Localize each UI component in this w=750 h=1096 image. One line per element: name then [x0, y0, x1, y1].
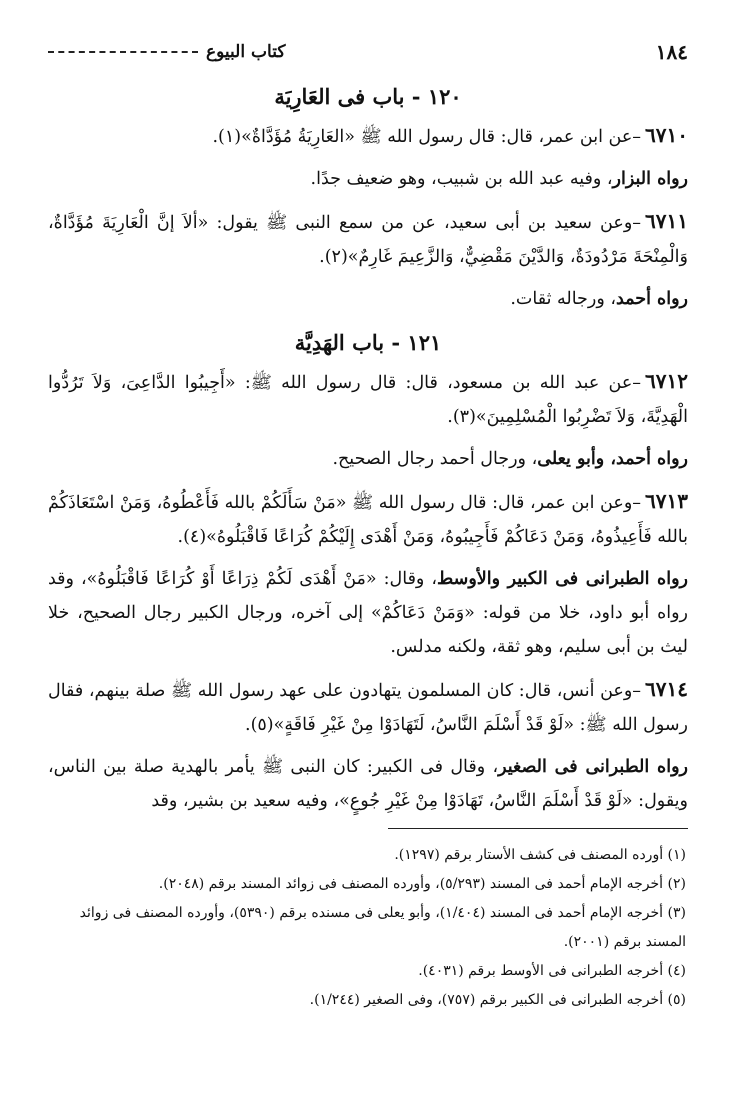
- hadith-source: [48, 750, 688, 818]
- page-number: ١٨٤: [655, 40, 688, 64]
- footnote: (٢) أخرجه الإمام أحمد فى المسند (٥/٢٩٣)، وأورده المصنف فى زوائد المسند برقم (٢٠٤٨).: [158, 876, 686, 892]
- header-dashed-rule: [48, 51, 198, 53]
- hadith-number: ٦٧١٣: [645, 489, 688, 513]
- footnote: (٣) أخرجه الإمام أحمد فى المسند (١/٤٠٤)، وأبو يعلى فى مسنده برقم (٥٣٩٠)، وأورده المصنف فى زوائد المسند برقم (٢٠٠١).: [79, 905, 686, 950]
- footnotes: [48, 841, 688, 1015]
- hadith-text: –وعن أنس، قال: كان المسلمون يتهادون على عهد رسول الله ﷺ صلة بينهم، فقال رسول الله ﷺ: «لَوْ قَدْ أَسْلَمَ النَّاسُ، لَتَهَادَوْا مِنْ غَيْرِ فَاقَةٍ»(٥).: [48, 681, 688, 735]
- running-header: [48, 34, 688, 70]
- hadith-number: ٦٧١٢: [645, 369, 688, 393]
- source-name: رواه البزار: [612, 169, 688, 189]
- source-remark: ، ورجاله ثقات.: [510, 289, 616, 309]
- source-name: رواه أحمد: [615, 289, 688, 309]
- hadith-number: ٦٧١٠: [645, 123, 688, 147]
- footnote-separator: [388, 828, 688, 829]
- footnote: (٤) أخرجه الطبرانى فى الأوسط برقم (٤٠٣١).: [418, 963, 686, 979]
- source-name: رواه أحمد، وأبو يعلى: [537, 449, 688, 469]
- source-name: رواه الطبرانى فى الصغير: [498, 757, 688, 777]
- footnote: (٥) أخرجه الطبرانى فى الكبير برقم (٧٥٧)، وفى الصغير (١/٢٤٤).: [309, 992, 686, 1008]
- hadith-text: –عن عبد الله بن مسعود، قال: قال رسول الله ﷺ: «أَجِيبُوا الدَّاعِىَ، وَلاَ تَرُدُّوا الْهَدِيَّةَ، وَلاَ تَضْرِبُوا الْمُسْلِمِينَ»(٣).: [48, 373, 688, 427]
- book-title-group: [48, 42, 285, 62]
- hadith-text: –وعن ابن عمر، قال: قال رسول الله ﷺ «مَنْ سَأَلَكُمْ بالله فَأَعْطُوهُ، وَمَنْ اسْتَعَاذَكُمْ بالله فَأَعِيذُوهُ، وَمَنْ دَعَاكُمْ فَأَجِيبُوهُ، وَمَنْ أَهْدَى إِلَيْكُمْ كُرَاعًا فَاقْبَلُوهُ»(٤).: [48, 493, 688, 547]
- book-title: كتاب البيوع: [206, 42, 286, 62]
- source-remark: ، ورجال أحمد رجال الصحيح.: [332, 449, 538, 469]
- hadith-source: [48, 562, 688, 664]
- hadith-source: [48, 282, 688, 316]
- hadith-number: ٦٧١١: [645, 209, 688, 233]
- hadith-paragraph: [48, 484, 688, 554]
- hadith-number: ٦٧١٤: [645, 677, 688, 701]
- chapter-title: ١٢١ - باب الهَدِيَّة: [294, 330, 442, 355]
- source-remark: ، وقال فى الكبير: كان النبى ﷺ يأمر بالهدية صلة بين الناس، ويقول: «لَوْ قَدْ أَسْلَمَ النَّاسُ، تَهَادَوْا مِنْ غَيْرِ جُوعٍ»، وفيه سعيد بن بشير، وقد: [48, 757, 688, 811]
- source-name: رواه الطبرانى فى الكبير والأوسط: [437, 569, 688, 589]
- hadith-text: –عن ابن عمر، قال: قال رسول الله ﷺ «العَارِيَةُ مُؤَدَّاةٌ»(١).: [212, 127, 642, 147]
- source-remark: ، وقال: «مَنْ أَهْدَى لَكُمْ ذِرَاعًا أَوْ كُرَاعًا فَاقْبَلُوهُ»، وقد رواه أبو داود، خلا من قوله: «وَمَنْ دَعَاكُمْ» إلى آخره، ورجال الكبير رجال الصحيح، خلا ليث بن أبى سليم، وهو ثقة، ولكنه مدلس.: [48, 569, 688, 657]
- source-remark: ، وفيه عبد الله بن شبيب، وهو ضعيف جدًا.: [310, 169, 613, 189]
- hadith-paragraph: [48, 118, 688, 154]
- footnote: (١) أورده المصنف فى كشف الأستار برقم (١٢٩٧).: [394, 847, 686, 863]
- hadith-paragraph: [48, 672, 688, 742]
- hadith-paragraph: [48, 364, 688, 434]
- hadith-source: [48, 162, 688, 196]
- hadith-source: [48, 442, 688, 476]
- hadith-text: –وعن سعيد بن أبى سعيد، عن من سمع النبى ﷺ يقول: «ألاَ إنَّ الْعَارِيَةَ مُؤَدَّاةٌ، وَالْمِنْحَةَ مَرْدُودَةٌ، وَالدَّيْنَ مَقْضِيٌّ، وَالزَّعِيمَ غَارِمٌ»(٢).: [48, 213, 688, 267]
- hadith-paragraph: [48, 204, 688, 274]
- chapter-title: ١٢٠ - باب فى العَارِيَة: [274, 84, 462, 109]
